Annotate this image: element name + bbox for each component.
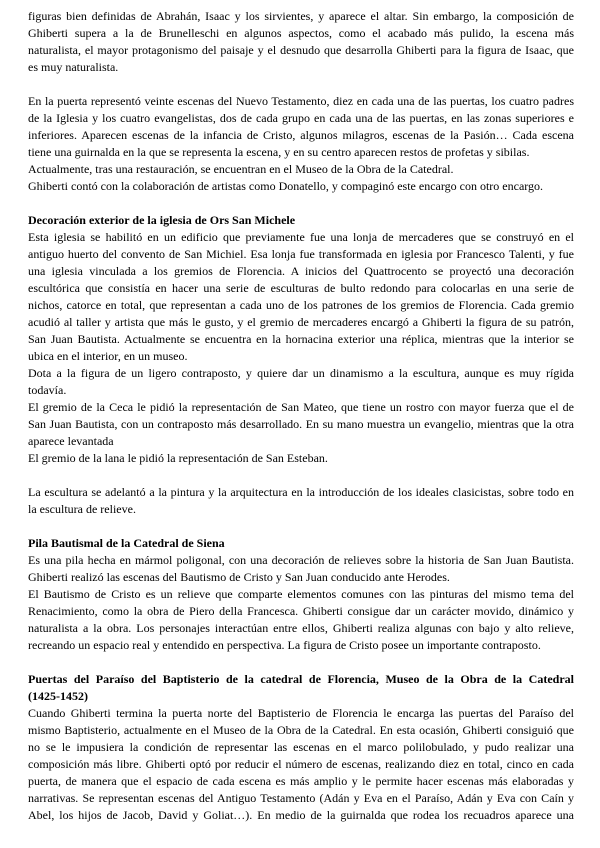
heading-line: (1425-1452) [28, 689, 88, 703]
section-heading [28, 535, 574, 552]
heading-line: Decoración exterior de la iglesia de Ors San Michele [28, 213, 296, 227]
text-line: es muy naturalista. [28, 60, 119, 74]
text-line: aparece levantada [28, 434, 114, 448]
opening-text [28, 8, 574, 195]
text-line: Dota a la figura de un ligero contraposto, y quiere dar un dinamismo a la escultura, aunque es muy rígida [28, 366, 574, 380]
paragraph [28, 450, 574, 467]
text-line: Esta iglesia se habilitó en un edificio que previamente fue una lonja de mercaderes que se construyó en el [28, 230, 574, 244]
text-line: recreando un espacio real y entendido en perspectiva. La figura de Cristo posee un importante contraposto. [28, 638, 541, 652]
text-line: Ghiberti supera a la de Brunelleschi en algunos aspectos, como el acabado más pulido, la escena más [28, 26, 574, 40]
text-line: acudió al taller y artista que más le gusto, y el gremio de mercaderes encargó a Ghiberti la figura de su patrón, [28, 315, 574, 329]
paragraph [28, 93, 574, 161]
paragraph [28, 484, 574, 518]
text-line: Renacimiento, como la obra de Piero della Francesca. Ghiberti consigue dar un carácter movido, dinámico y [28, 604, 574, 618]
text-line: El gremio de la Ceca le pidió la representación de San Mateo, que tiene un rostro con mayor fuerza que el de [28, 400, 574, 414]
paragraph [28, 8, 574, 76]
text-line: composición más libre. Ghiberti optó por reducir el número de escenas, realizando diez en total, cinco en cada [28, 757, 574, 771]
text-line: Ghiberti contó con la colaboración de artistas como Donatello, y compaginó este encargo con otro encargo. [28, 179, 544, 193]
text-line: El gremio de la lana le pidió la representación de San Esteban. [28, 451, 328, 465]
paragraph [28, 161, 574, 178]
heading-line: Puertas del Paraíso del Baptisterio de la catedral de Florencia, Museo de la Obra de la Catedral [28, 672, 574, 686]
text-line: una iglesia vinculada a los gremios de Florencia. A inicios del Quattrocento se proyectó una decoración [28, 264, 574, 278]
text-line: ubica en el interior, en un museo. [28, 349, 188, 363]
paragraph [28, 705, 574, 824]
text-line: La escultura se adelantó a la pintura y la arquitectura en la introducción de los ideales clasicistas, sobre todo en [28, 485, 574, 499]
section-puertas-del-paraiso [28, 671, 574, 824]
text-line: naturalista, el mayor protagonismo del paisaje y el desnudo que desarrolla Ghiberti para la figura de Isaac, que [28, 43, 574, 57]
paragraph [28, 586, 574, 654]
text-line: San Juan Bautista, con un contraposto más desarrollado. En su mano muestra un evangelio, mientras que la otra [28, 417, 574, 431]
text-line: Abel, los hijos de Jacob, David y Goliat…). En medio de la guirnalda que rodea los recuadros aparece una [28, 808, 574, 822]
text-line: mismo Baptisterio, actualmente en el Museo de la Obra de la Catedral. En esta ocasión, Ghiberti consiguió que [28, 723, 574, 737]
text-line: narrativas. Se representan escenas del Antiguo Testamento (Adán y Eva en el Paraíso, Adán y Eva con Caín y [28, 791, 574, 805]
text-line: escultórica que consistía en hacer una serie de esculturas de bulto redondo para colocarlas en una serie de [28, 281, 574, 295]
text-line: Cuando Ghiberti termina la puerta norte del Baptisterio de Florencia le encarga las puertas del Paraíso del [28, 706, 574, 720]
text-line: figuras bien definidas de Abrahán, Isaac y los sirvientes, y aparece el altar. Sin embargo, la composición de [28, 9, 574, 23]
text-line: puerta, de manera que el espacio de cada escena es más amplio y le permite hacer escenas más elaboradas y [28, 774, 574, 788]
text-line: Actualmente, tras una restauración, se encuentran en el Museo de la Obra de la Catedral. [28, 162, 454, 176]
heading-line: Pila Bautismal de la Catedral de Siena [28, 536, 225, 550]
text-line: En la puerta representó veinte escenas del Nuevo Testamento, diez en cada una de las puertas, los cuatro padres [28, 94, 574, 108]
paragraph [28, 399, 574, 450]
section-pila-bautismal [28, 535, 574, 654]
text-line: de la Iglesia y los cuatro evangelistas, dos de cada grupo en cada una de las puertas, en las zonas superiores e [28, 111, 574, 125]
text-line: antiguo huerto del convento de San Michiel. Esa lonja fue transformada en iglesia por Francesco Talenti, y fue [28, 247, 574, 261]
text-line: San Juan Bautista. Actualmente se encuentra en la hornacina exterior una réplica, mientras que la interior se [28, 332, 574, 346]
paragraph [28, 178, 574, 195]
text-line: inferiores. Aparecen escenas de la infancia de Cristo, algunos milagros, escenas de la Pasión… Cada escena [28, 128, 574, 142]
text-line: nichos, catorce en total, que representan a cada uno de los patrones de los gremios de Florencia. Cada gremio [28, 298, 574, 312]
section-heading [28, 212, 574, 229]
text-line: Es una pila hecha en mármol poligonal, con una decoración de relieves sobre la historia de San Juan Bautista. [28, 553, 574, 567]
paragraph [28, 552, 574, 586]
paragraph [28, 229, 574, 365]
section-ors-san-michele [28, 212, 574, 518]
text-line: El Bautismo de Cristo es un relieve que comparte elementos comunes con las pinturas del mismo tema del [28, 587, 574, 601]
text-line: tiene una guirnalda en la que se representa la escena, y en su centro aparecen restos de profetas y sibilas. [28, 145, 530, 159]
text-line: no se le impusiera la condición de representar las escenas en el marco polilobulado, y pudo realizar una [28, 740, 574, 754]
section-heading [28, 671, 574, 705]
text-line: la escultura de relieve. [28, 502, 136, 516]
paragraph [28, 365, 574, 399]
text-line: Ghiberti realizó las escenas del Bautismo de Cristo y San Juan conducido ante Herodes. [28, 570, 450, 584]
text-line: naturalista a la obra. Los personajes interactúan entre ellos, Ghiberti realiza algunas con bajo y alto relieve, [28, 621, 574, 635]
text-line: todavía. [28, 383, 67, 397]
